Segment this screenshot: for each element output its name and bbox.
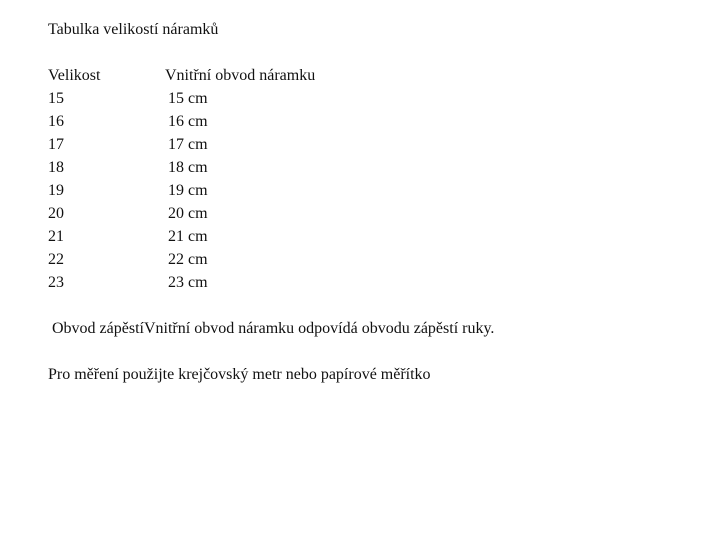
- table-row: [48, 179, 688, 202]
- table-row: [48, 248, 688, 271]
- table-row: [48, 156, 688, 179]
- circumference-cell: 21 cm: [168, 228, 208, 245]
- circumference-cell: 18 cm: [168, 159, 208, 176]
- table-row: [48, 133, 688, 156]
- size-cell: 18: [48, 159, 64, 176]
- size-cell: 23: [48, 274, 64, 291]
- size-cell: 20: [48, 205, 64, 222]
- spacer: [48, 41, 688, 64]
- circumference-cell: 19 cm: [168, 182, 208, 199]
- column-header-circumference: Vnitřní obvod náramku: [165, 67, 316, 84]
- spacer: [48, 340, 688, 363]
- document-body: [48, 18, 688, 386]
- table-row: [48, 271, 688, 294]
- size-cell: 17: [48, 136, 64, 153]
- size-cell: 21: [48, 228, 64, 245]
- table-row: [48, 110, 688, 133]
- circumference-cell: 22 cm: [168, 251, 208, 268]
- circumference-cell: 23 cm: [168, 274, 208, 291]
- column-header-size: Velikost: [48, 67, 101, 84]
- size-cell: 15: [48, 90, 64, 107]
- circumference-cell: 20 cm: [168, 205, 208, 222]
- size-cell: 16: [48, 113, 64, 130]
- size-cell: 19: [48, 182, 64, 199]
- table-row: [48, 225, 688, 248]
- wrist-note: Obvod zápěstíVnitřní obvod náramku odpovídá obvodu zápěstí ruky.: [52, 320, 495, 337]
- table-row: [48, 87, 688, 110]
- circumference-cell: 17 cm: [168, 136, 208, 153]
- size-table-body: [48, 87, 688, 294]
- size-cell: 22: [48, 251, 64, 268]
- document-title: Tabulka velikostí náramků: [48, 21, 219, 38]
- measuring-instruction: Pro měření použijte krejčovský metr nebo papírové měřítko: [48, 366, 431, 383]
- spacer: [48, 294, 688, 317]
- circumference-cell: 16 cm: [168, 113, 208, 130]
- table-row: [48, 202, 688, 225]
- circumference-cell: 15 cm: [168, 90, 208, 107]
- table-header-row: [48, 64, 688, 87]
